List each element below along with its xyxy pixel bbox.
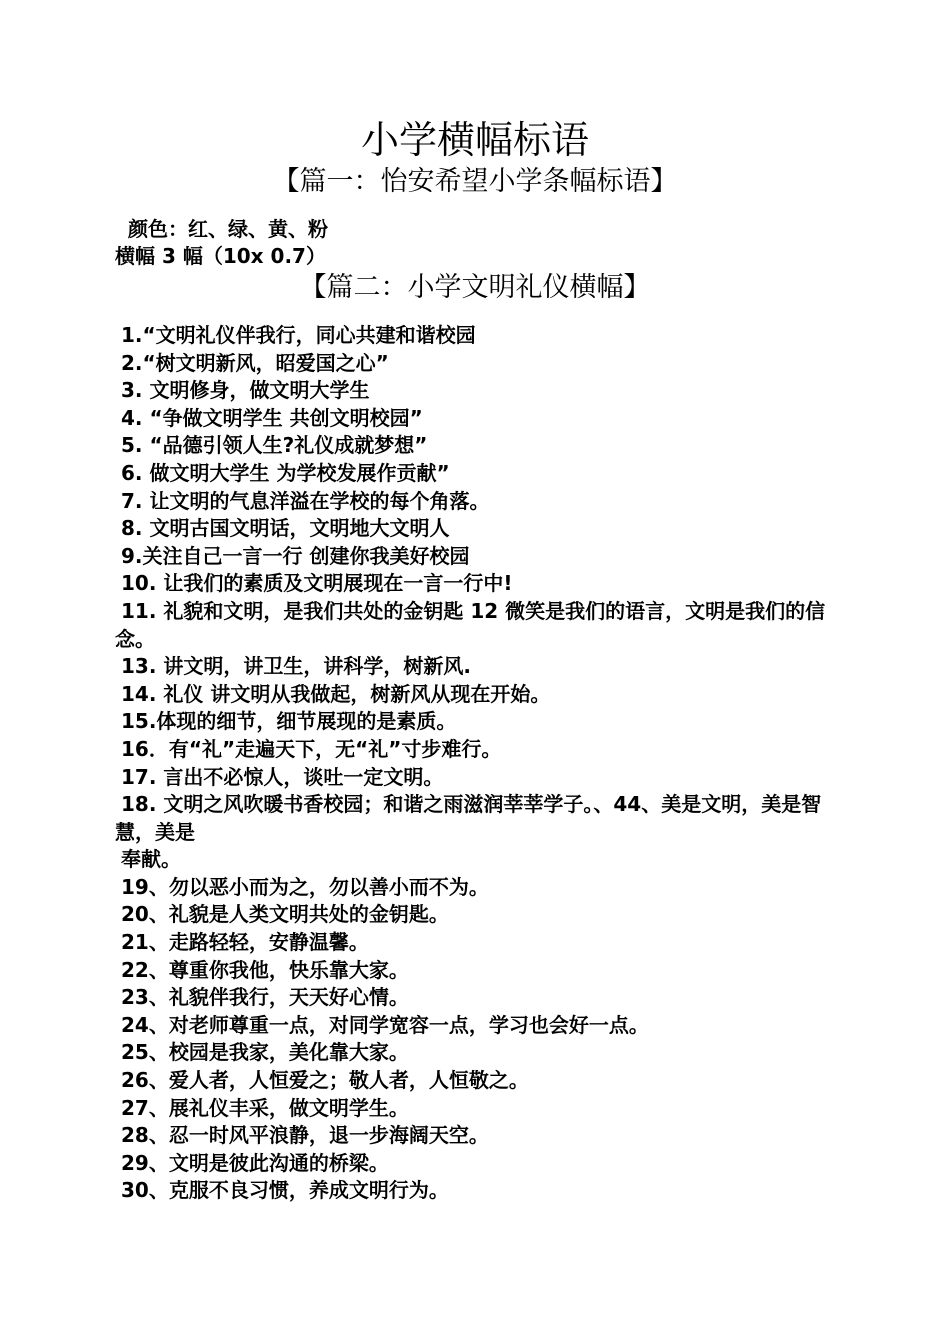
- slogan-item: 30、克服不良习惯，养成文明行为。: [121, 1178, 449, 1203]
- slogan-item: 16．有“礼”走遍天下，无“礼”寸步难行。: [121, 736, 502, 761]
- section-heading-2: 【篇二：小学文明礼仪横幅】: [299, 272, 651, 303]
- slogan-item: 奉献。: [121, 847, 181, 872]
- slogan-item: 13. 讲文明，讲卫生，讲科学，树新风.: [121, 654, 471, 679]
- slogan-item: 20、礼貌是人类文明共处的金钥匙。: [121, 902, 449, 927]
- slogan-item: 3. 文明修身，做文明大学生: [121, 378, 370, 403]
- slogan-item: 24、对老师尊重一点，对同学宽容一点，学习也会好一点。: [121, 1012, 649, 1037]
- slogan-item: 9.关注自己一言一行 创建你我美好校园: [121, 543, 470, 568]
- slogan-item: 17. 言出不必惊人，谈吐一定文明。: [121, 764, 444, 789]
- slogan-item: 11. 礼貌和文明，是我们共处的金钥匙 12 微笑是我们的语言，文明是我们的信念。: [115, 598, 826, 651]
- slogan-list: [115, 322, 843, 1205]
- document-title: 小学横幅标语: [360, 118, 589, 162]
- slogan-item: 22、尊重你我他，快乐靠大家。: [121, 957, 409, 982]
- colors-line: 颜色：红、绿、黄、粉: [128, 217, 328, 241]
- slogan-item: 7. 让文明的气息洋溢在学校的每个角落。: [121, 488, 490, 513]
- slogan-item: 27、展礼仪丰采，做文明学生。: [121, 1095, 409, 1120]
- slogan-item: 23、礼貌伴我行，天天好心情。: [121, 985, 409, 1010]
- slogan-item: 25、校园是我家，美化靠大家。: [121, 1040, 409, 1065]
- slogan-item: 29、文明是彼此沟通的桥梁。: [121, 1150, 389, 1175]
- slogan-item: 21、走路轻轻，安静温馨。: [121, 930, 369, 955]
- slogan-item: 19、勿以恶小而为之，勿以善小而不为。: [121, 874, 489, 899]
- slogan-item: 1.“文明礼仪伴我行，同心共建和谐校园: [121, 323, 476, 347]
- slogan-item: 15.体现的细节，细节展现的是素质。: [121, 709, 457, 734]
- slogan-item: 10. 让我们的素质及文明展现在一言一行中!: [121, 571, 513, 596]
- slogan-item: 4. “争做文明学生 共创文明校园”: [121, 405, 423, 430]
- slogan-item: 2.“树文明新风，昭爱国之心”: [121, 350, 389, 375]
- slogan-item: 6. 做文明大学生 为学校发展作贡献”: [121, 460, 450, 485]
- section-heading-1: 【篇一：怡安希望小学条幅标语】: [272, 166, 678, 197]
- banner-size-line: 横幅 3 幅（10x 0.7）: [115, 244, 326, 268]
- slogan-item: 18. 文明之风吹暖书香校园；和谐之雨滋润莘莘学子。、44、美是文明，美是智慧，美是: [115, 792, 822, 844]
- slogan-item: 8. 文明古国文明话，文明地大文明人: [121, 516, 450, 541]
- slogan-item: 26、爱人者，人恒爱之；敬人者，人恒敬之。: [121, 1068, 529, 1093]
- slogan-item: 28、忍一时风平浪静，退一步海阔天空。: [121, 1123, 489, 1148]
- slogan-item: 5. “品德引领人生?礼仪成就梦想”: [121, 433, 428, 458]
- slogan-item: 14. 礼仪 讲文明从我做起，树新风从现在开始。: [121, 681, 551, 706]
